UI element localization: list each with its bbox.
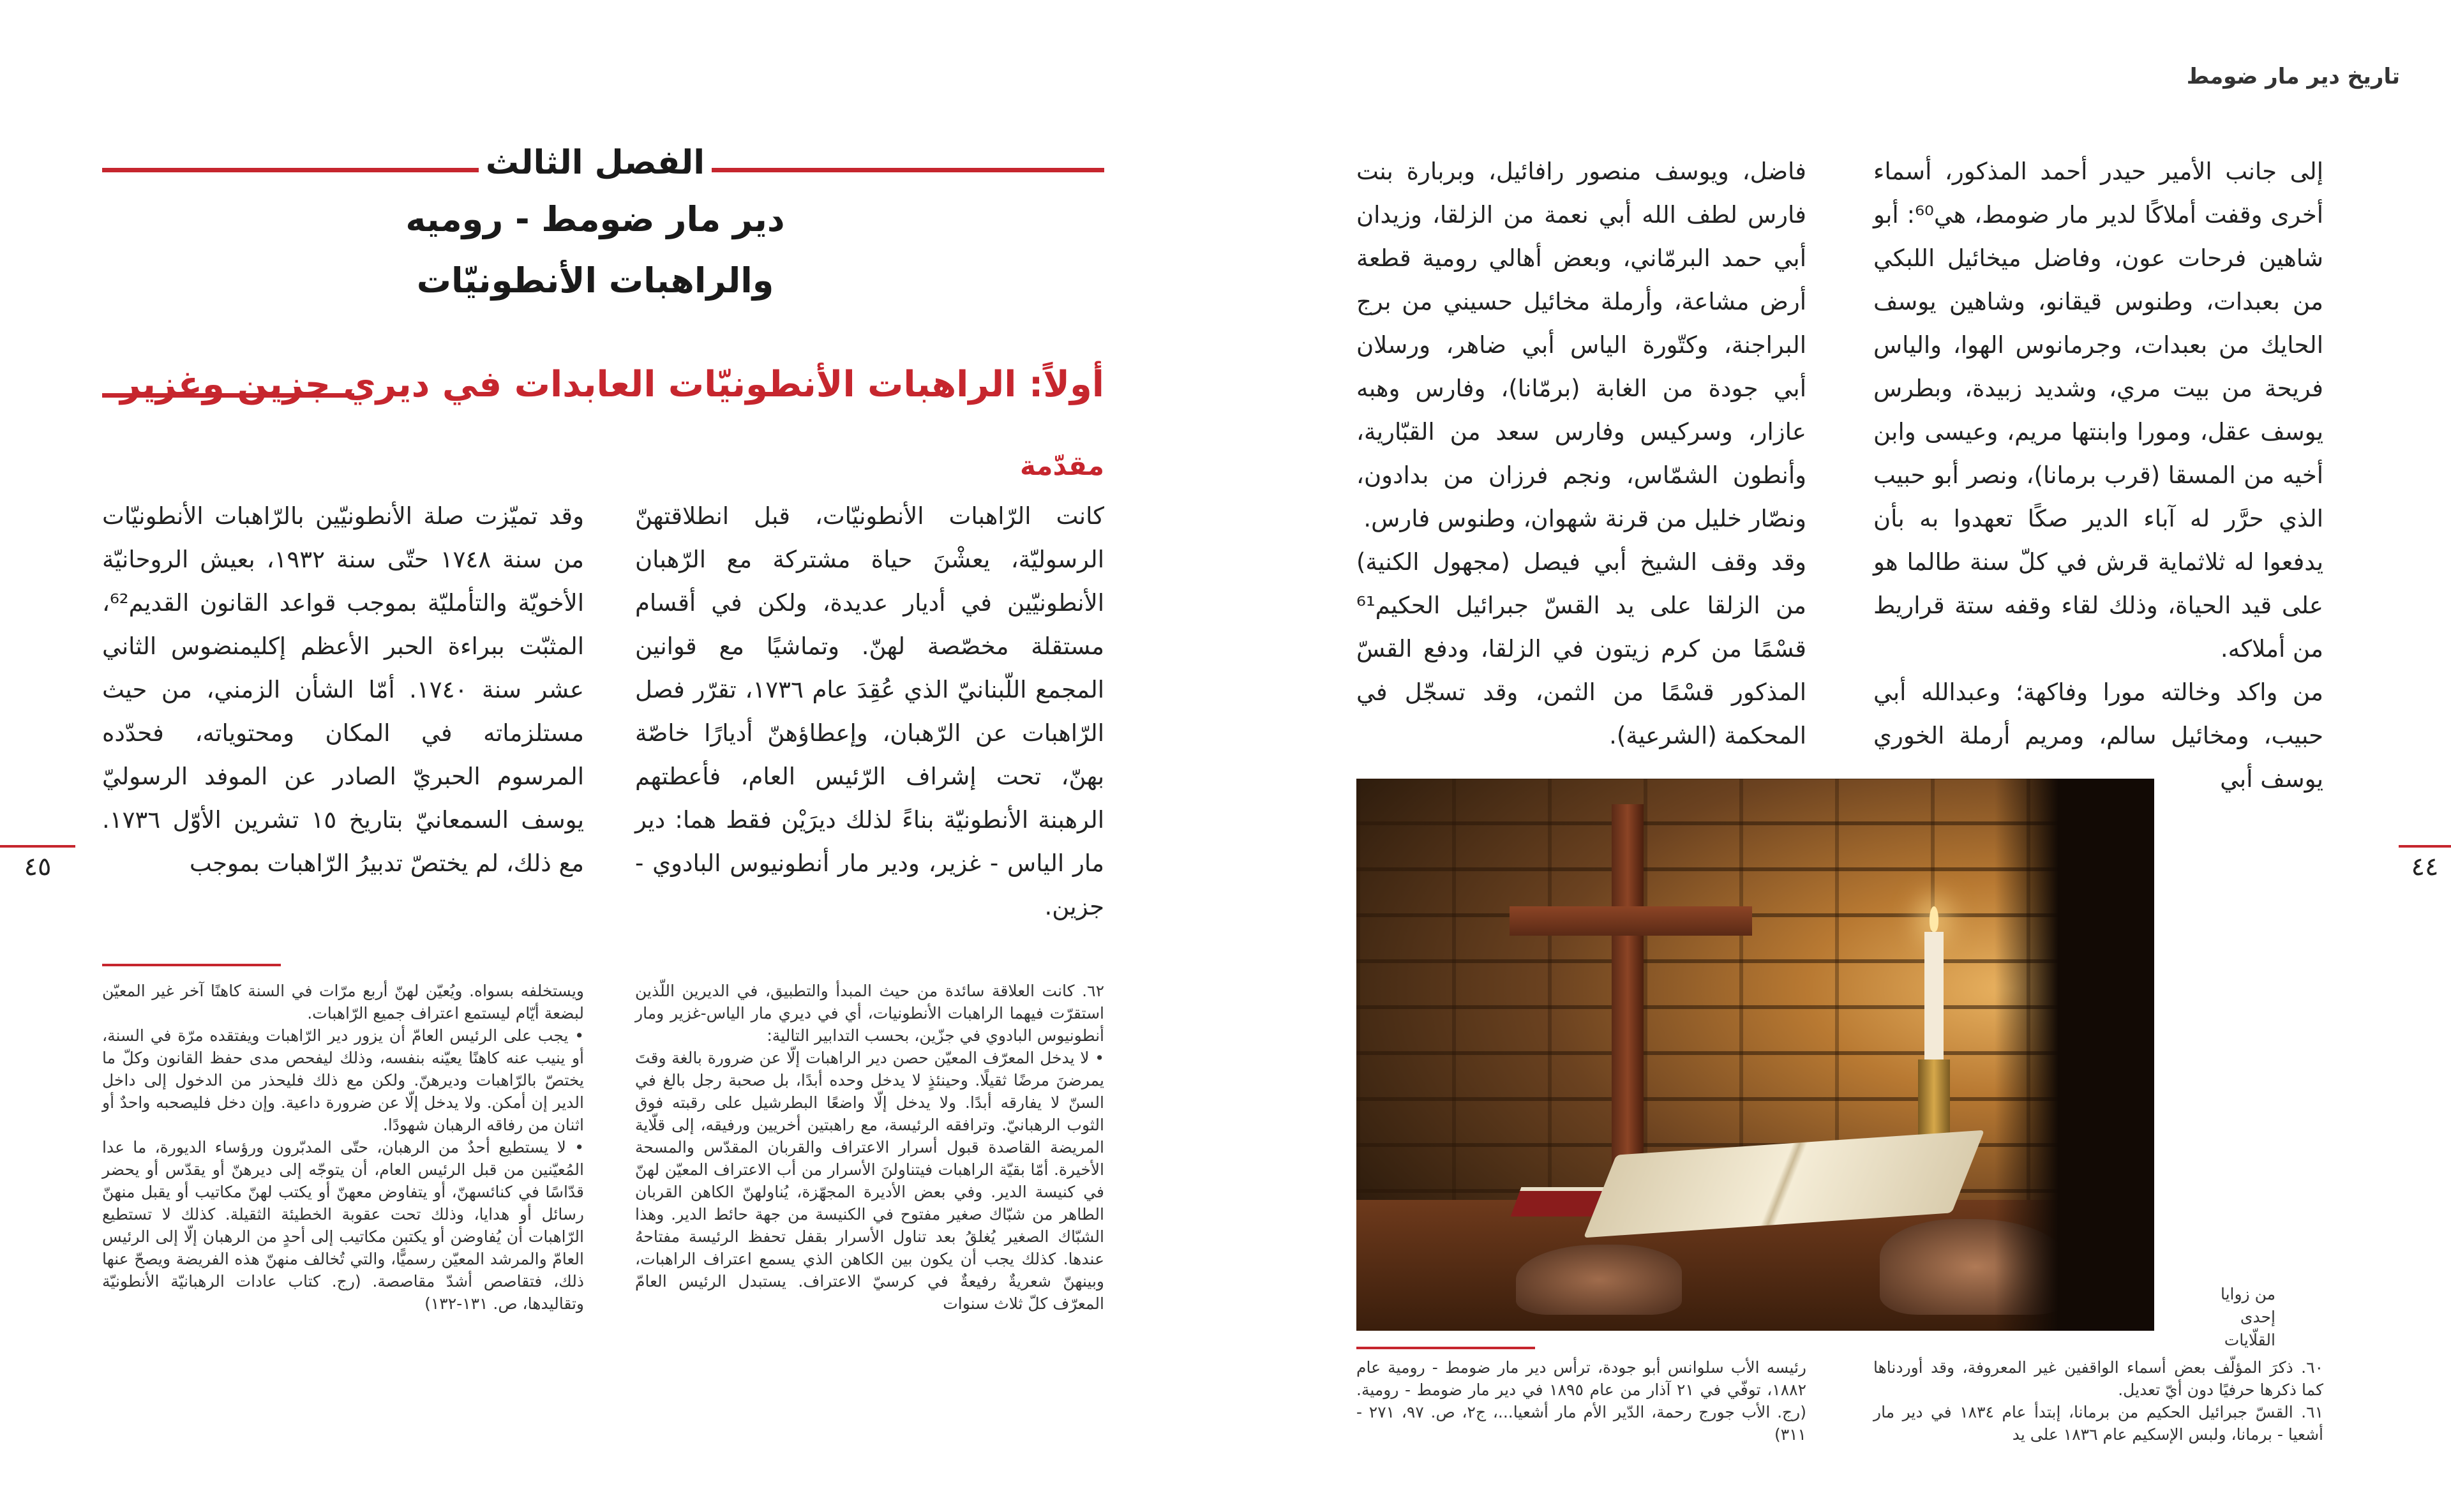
page-number-rule-right-top xyxy=(2399,845,2451,848)
page-number-left: ٤٥ xyxy=(24,852,52,881)
footnote-rule xyxy=(1356,1347,1535,1349)
page-number-right: ٤٤ xyxy=(2411,852,2439,881)
footnotes-right-page-right xyxy=(1873,1356,2323,1446)
footnotes-left-page-right xyxy=(635,980,1104,1315)
paragraph: وقد تميّزت صلة الأنطونيّين بالرّاهبات الأنطونيّات من سنة ١٧٤٨ حتّى سنة ١٩٣٢، بعيش الروحانيّة الأخويّة والتأمليّة بموجب قواعد القانون القديم⁶²، المثبّت ببراءة الحبر الأعظم إكليمنضوس الثاني عشر سنة ١٧٤٠. أمّا الشأن الزمني، من حيث مستلزماته في المكان ومحتوياته، فحدّده المرسوم الحبريّ الصادر عن الموفد الرسوليّ يوسف السمعانيّ بتاريخ ١٥ تشرين الأوّل ١٧٣٦. مع ذلك، لم يختصّ تدبيرُ الرّاهبات بموجب xyxy=(102,502,585,877)
footnote-rule xyxy=(102,964,281,966)
section-title: أولاً: الراهبات الأنطونيّات العابدات في ديري جزين وغزير xyxy=(120,364,1104,405)
footnote: • يجب على الرئيس العامّ أن يزور دير الرّاهبات ويفتقده مرّة في السنة، أو ينيب عنه كاهنًا يعيّنه بنفسه، وذلك ليفحص مدى حفظ القانون وكلّ ما يختصّ بالرّاهبات وديرهنّ. ولكن مع ذلك فليحذر من الدخول إلى داخل الدير إن أمكن. ولا يدخل إلّا عن ضرورة داعية. وإن دخل فليصحبه واحدٌ أو اثنان من رفاقه الرهبان شهودًا. xyxy=(102,1026,584,1134)
chapter-title-line1: دير مار ضومط - روميه xyxy=(405,199,785,239)
footnote: ٦٠. ذكرَ المؤلّف بعض أسماء الواقفين غير المعروفة، وقد أوردناها كما ذكرها حرفيًا دون أيّ تعديل. xyxy=(1873,1358,2323,1399)
footnotes-left-page-left xyxy=(102,980,584,1315)
chapter-rule-left xyxy=(102,168,479,172)
paragraph: فاضل، ويوسف منصور رافائيل، وبربارة بنت فارس لطف الله أبي نعمة من الزلقا، وزيدان أبي حمد البرمّاني، وبعض أهالي رومية قطعة أرض مشاعة، وأرملة مخائيل حسيني من برج البراجنة، وكتّورة الياس أبي ضاهر، ورسلان أبي جودة من الغابة (برمّانا)، وفارس وهبه عازار، وسركيس وفارس سعد من القبّارية، وأنطون الشمّاس، ونجم فرزان من بدادون، ونصّار خليل من قرنة شهوان، وطنوس فارس. xyxy=(1356,158,1806,532)
photo-caption: من زوايا إحدى القلّايات xyxy=(2220,1285,2275,1349)
footnote: • لا يدخل المعرّف المعيّن حصن دير الراهبات إلّا عن ضرورة بالغة وقتَ يمرضنَ مرضًا ثقيلًا. وحينئذٍ لا يدخل وحده أبدًا، بل صحبة رجل بالغ في السنّ لا يفارقه أبدًا. ولا يدخل إلّا واضعًا البطرشيل على رقبته فوق الثوب الرهبانيّ. وترافقه الرئيسة، مع راهبتين أخريين ورفيقه، إلى قلّاية المريضة القاصدة قبول أسرار الاعتراف والقربان المقدّس والمسحة الأخيرة. أمّا بقيّة الراهبات فيتناولنَ الأسرار من أب الاعتراف المعيّن لهنّ في كنيسة الدير. وفي بعض الأديرة المجهّزة، يُناولهنّ الكاهن القربان الطاهر من شبّاك صغير مفتوح في الكنيسة من جهة حائط الدير. وهذا الشبّاك الصغير يُغلقُ بعد تناول الأسرار بقفل تحفظ الرئيسة مفتاحهُ عندها. كذلك يجب أن يكون بين الكاهن الذي يسمع اعتراف الراهبات، وبينهنّ شعريةٌ رفيعةٌ في كرسيّ الاعتراف. يستبدل الرئيس العامّ المعرّف كلّ ثلاث سنوات xyxy=(635,1049,1104,1313)
page-number-rule-left-top xyxy=(0,845,75,848)
hand-left xyxy=(1516,1245,1682,1315)
body-column-left-page-left xyxy=(102,495,584,885)
subsection-title: مقدّمة xyxy=(1020,450,1104,481)
chapter-title-line2: والراهبات الأنطونيّات xyxy=(416,260,774,301)
running-head: تاريخ دير مار ضومط xyxy=(2186,64,2400,89)
footnote: ٦١. القسّ جبرائيل الحكيم من برمانا، إبتدأ عام ١٨٣٤ في دير مار أشعيا - برمانا، ولبس الإسكيم عام ١٨٣٦ على يد xyxy=(1873,1403,2323,1444)
body-column-left-page-right xyxy=(635,495,1104,929)
footnote: ويستخلفه بسواه. ويُعيّن لهنّ أربع مرّات في السنة كاهنًا آخر غير المعيّن لبضعة أيّام ليستمع اعتراف جميع الرّاهبات. xyxy=(102,982,584,1022)
paragraph: إلى جانب الأمير حيدر أحمد المذكور، أسماء أخرى وقفت أملاكًا لدير مار ضومط، هي⁶⁰: أبو شاهين فرحات عون، وفاضل ميخائيل اللبكي من بعبدات، وطنوس قيقانو، وشاهين يوسف الحايك من بعبدات، وجرمانوس الهوا، والياس فريحة من بيت مري، وشديد زبيدة، وبطرس يوسف عقل، ومورا وابنتها مريم، وعيسى وابن أخيه من المسقا (قرب برمانا)، ونصر أبو حبيب الذي حرَّر له آباء الدير صكًا تعهدوا به بأن يدفعوا له ثلاثماية قرش في كلّ سنة طالما هو على قيد الحياة، وذلك لقاء وقفه ستة قراريط من أملاكه. xyxy=(1873,158,2323,662)
body-column-right-page-left xyxy=(1356,150,1806,758)
paragraph: كانت الرّاهبات الأنطونيّات، قبل انطلاقتهنّ الرسوليّة، يعشْنَ حياة مشتركة مع الرّهبان الأنطونيّين في أديار عديدة، ولكن في أقسام مستقلة مخصّصة لهنّ. وتماشيًا مع قوانين المجمع اللّبنانيّ الذي عُقِدَ عام ١٧٣٦، تقرّر فصل الرّاهبات عن الرّهبان، وإعطاؤهنّ أديارًا خاصّة بهنّ، تحت إشراف الرّئيس العام، فأعطتهم الرهبنة الأنطونيّة بناءً لذلك ديرَيْن فقط هما: دير مار الياس - غزير، ودير مار أنطونيوس البادوي - جزين. xyxy=(635,502,1105,920)
body-column-right-page-right xyxy=(1873,150,2323,801)
footnote: • لا يستطيع أحدٌ من الرهبان، حتّى المدبّرون ورؤساء الديورة، ما عدا المُعيّنين من قبل الرئيس العام، أن يتوجّه إلى ديرهنّ أو يقدّس أو يحضر قدّاسًا في كنائسهنّ، أو يتفاوض معهنّ أو يكتب لهنّ مكاتيب أو يقبل منهنّ رسائل أو هدايا، وذلك تحت عقوبة الخطيئة الثقيلة. كذلك لا تستطيع الرّاهبات أن يُفاوضن أو يكتبن مكاتيب إلى أحدٍ من الرهبان إلّا إلى الرئيس العامّ والمرشد المعيّن رسميًّا، والتي تُخالف منهنّ هذه الفريضة ويصحّ عنها ذلك، فتقاصص أشدّ مقاصصة. (رج. كتاب عادات الرهبانيّة الأنطونيّة وتقاليدها، ص. ١٣١-١٣٢) xyxy=(102,1138,584,1313)
footnotes-right-page-left xyxy=(1356,1356,1806,1446)
footnote: ٦٢. كانت العلاقة سائدة من حيث المبدأ والتطبيق، في الديرين اللّذين استقرّت فيهما الراهبات الأنطونيات، أي في ديري مار الياس-غزير ومار أنطونيوس البادوي في جزّين، بحسب التدابير التالية: xyxy=(635,982,1104,1045)
footnote: رئيسه الأب سلوانس أبو جودة، ترأس دير مار ضومط - رومية عام ١٨٨٢، توفّي في ٢١ آذار من عام ١٨٩٥ في دير مار ضومط - رومية. (رج. الأب جورج رحمة، الدّير الأم مار أشعيا...، ج٢، ص. ٩٧، ٢٧١ - ٣١١) xyxy=(1356,1358,1807,1444)
paragraph: وقد وقف الشيخ أبي فيصل (مجهول الكنية) من الزلقا على يد القسّ جبرائيل الحكيم⁶¹ قسْمًا من كرم زيتون في الزلقا، ودفع القسّ المذكور قسْمًا من الثمن، وقد تسجّل في المحكمة (الشرعية). xyxy=(1356,548,1806,749)
chapter-rule-right xyxy=(712,168,1104,172)
robe xyxy=(1995,779,2154,1331)
chapter-label: الفصل الثالث xyxy=(485,144,705,182)
paragraph: من واكد وخالته مورا وفاكهة؛ وعبدالله أبي حبيب، ومخائيل سالم، ومريم أرملة الخوري يوسف أبي xyxy=(1873,678,2323,793)
monastery-cell-photo xyxy=(1356,779,2154,1331)
